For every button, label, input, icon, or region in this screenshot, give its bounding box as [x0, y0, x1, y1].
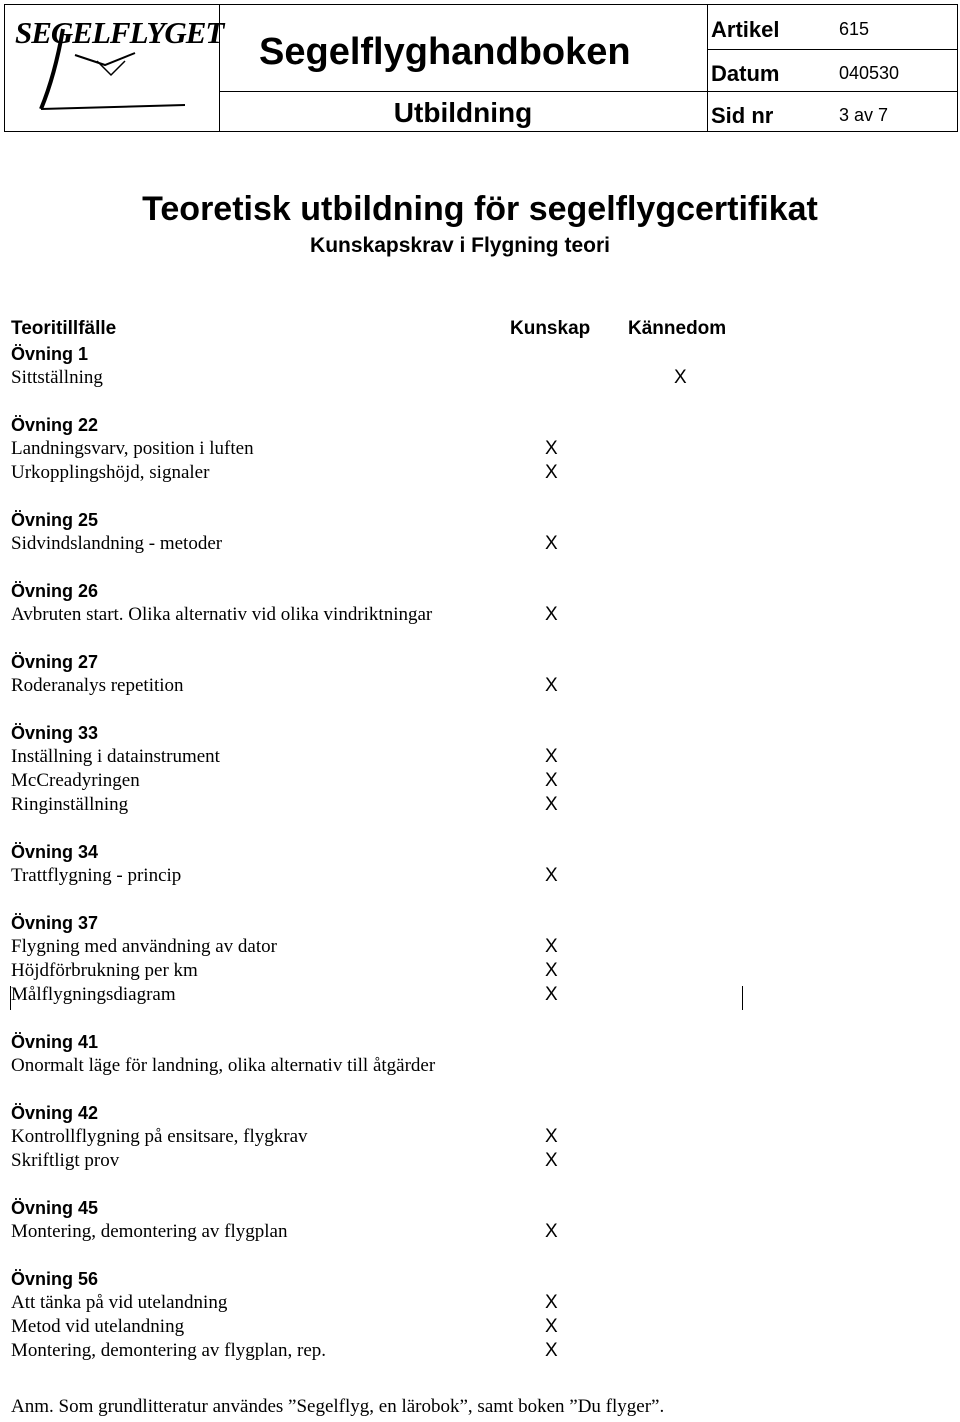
glider-logo-icon	[5, 5, 219, 131]
requirement-item: Onormalt läge för landning, olika alternativ till åtgärder	[11, 1055, 436, 1076]
column-header-occasion: Teoritillfälle	[11, 318, 117, 339]
column-header-knowledge: Kunskap	[510, 318, 591, 339]
knowledge-mark: X	[545, 1150, 558, 1171]
exercise-heading: Övning 33	[11, 723, 99, 743]
requirement-item: Avbruten start. Olika alternativ vid olika vindriktningar	[11, 604, 433, 625]
handbook-section: Utbildning	[393, 97, 533, 128]
meta-label-datum: Datum	[711, 61, 780, 86]
requirement-item: Höjdförbrukning per km	[11, 960, 198, 981]
requirement-item: Sidvindslandning - metoder	[11, 533, 223, 554]
exercise-heading: Övning 26	[11, 581, 99, 601]
meta-divider	[707, 91, 957, 92]
knowledge-mark: X	[545, 1126, 558, 1147]
requirement-item: Montering, demontering av flygplan	[11, 1221, 288, 1242]
meta-divider	[707, 49, 957, 50]
exercise-heading: Övning 34	[11, 842, 99, 862]
document-title: Teoretisk utbildning för segelflygcertifikat	[142, 190, 818, 228]
requirement-item: Landningsvarv, position i luften	[11, 438, 254, 459]
requirement-item: Målflygningsdiagram	[11, 984, 176, 1005]
knowledge-mark: X	[545, 746, 558, 767]
knowledge-mark: X	[545, 865, 558, 886]
requirement-item: Roderanalys repetition	[11, 675, 184, 696]
handbook-title: Segelflyghandboken	[259, 31, 631, 73]
exercise-heading: Övning 37	[11, 913, 99, 933]
subtitle-cell	[219, 91, 708, 131]
awareness-mark: X	[674, 367, 687, 388]
exercise-heading: Övning 42	[11, 1103, 99, 1123]
text-cursor	[742, 986, 743, 1010]
knowledge-mark: X	[545, 1292, 558, 1313]
text-cursor	[10, 986, 11, 1010]
knowledge-mark: X	[545, 1340, 558, 1361]
meta-value-sidnr: 3 av 7	[839, 105, 889, 125]
exercise-heading: Övning 41	[11, 1032, 99, 1052]
requirement-item: Trattflygning - princip	[11, 865, 182, 886]
meta-value-artikel: 615	[839, 19, 870, 39]
requirement-item: Montering, demontering av flygplan, rep.	[11, 1340, 327, 1361]
document-header	[4, 4, 958, 132]
exercise-heading: Övning 1	[11, 344, 89, 364]
exercise-heading: Övning 25	[11, 510, 99, 530]
meta-label-artikel: Artikel	[711, 17, 780, 42]
footnote: Anm. Som grundlitteratur användes ”Segelflyg, en lärobok”, samt boken ”Du flyger”.	[11, 1396, 665, 1417]
meta-value-datum: 040530	[839, 63, 900, 83]
requirement-item: Urkopplingshöjd, signaler	[11, 462, 210, 483]
knowledge-mark: X	[545, 770, 558, 791]
knowledge-mark: X	[545, 960, 558, 981]
requirement-item: Att tänka på vid utelandning	[11, 1292, 228, 1313]
knowledge-mark: X	[545, 604, 558, 625]
requirement-item: Flygning med användning av dator	[11, 936, 277, 957]
knowledge-mark: X	[545, 533, 558, 554]
knowledge-mark: X	[545, 984, 558, 1005]
knowledge-mark: X	[545, 675, 558, 696]
knowledge-mark: X	[545, 1221, 558, 1242]
title-cell	[219, 5, 708, 92]
meta-label-sidnr: Sid nr	[711, 103, 774, 128]
knowledge-mark: X	[545, 794, 558, 815]
requirement-item: Inställning i datainstrument	[11, 746, 220, 767]
knowledge-mark: X	[545, 438, 558, 459]
requirement-item: Metod vid utelandning	[11, 1316, 185, 1337]
exercise-heading: Övning 56	[11, 1269, 99, 1289]
segelflyget-logo: SEGELFLYGET	[15, 15, 224, 50]
requirement-item: McCreadyringen	[11, 770, 140, 791]
knowledge-mark: X	[545, 1316, 558, 1337]
column-header-awareness: Kännedom	[628, 318, 727, 339]
requirement-item: Ringinställning	[11, 794, 129, 815]
logo-cell	[5, 5, 224, 131]
requirement-item: Skriftligt prov	[11, 1150, 120, 1171]
requirement-item: Kontrollflygning på ensitsare, flygkrav	[11, 1126, 308, 1147]
knowledge-mark: X	[545, 462, 558, 483]
knowledge-mark: X	[545, 936, 558, 957]
exercise-heading: Övning 45	[11, 1198, 99, 1218]
document-subtitle: Kunskapskrav i Flygning teori	[310, 234, 610, 257]
exercise-heading: Övning 22	[11, 415, 99, 435]
exercise-heading: Övning 27	[11, 652, 99, 672]
requirement-item: Sittställning	[11, 367, 103, 388]
